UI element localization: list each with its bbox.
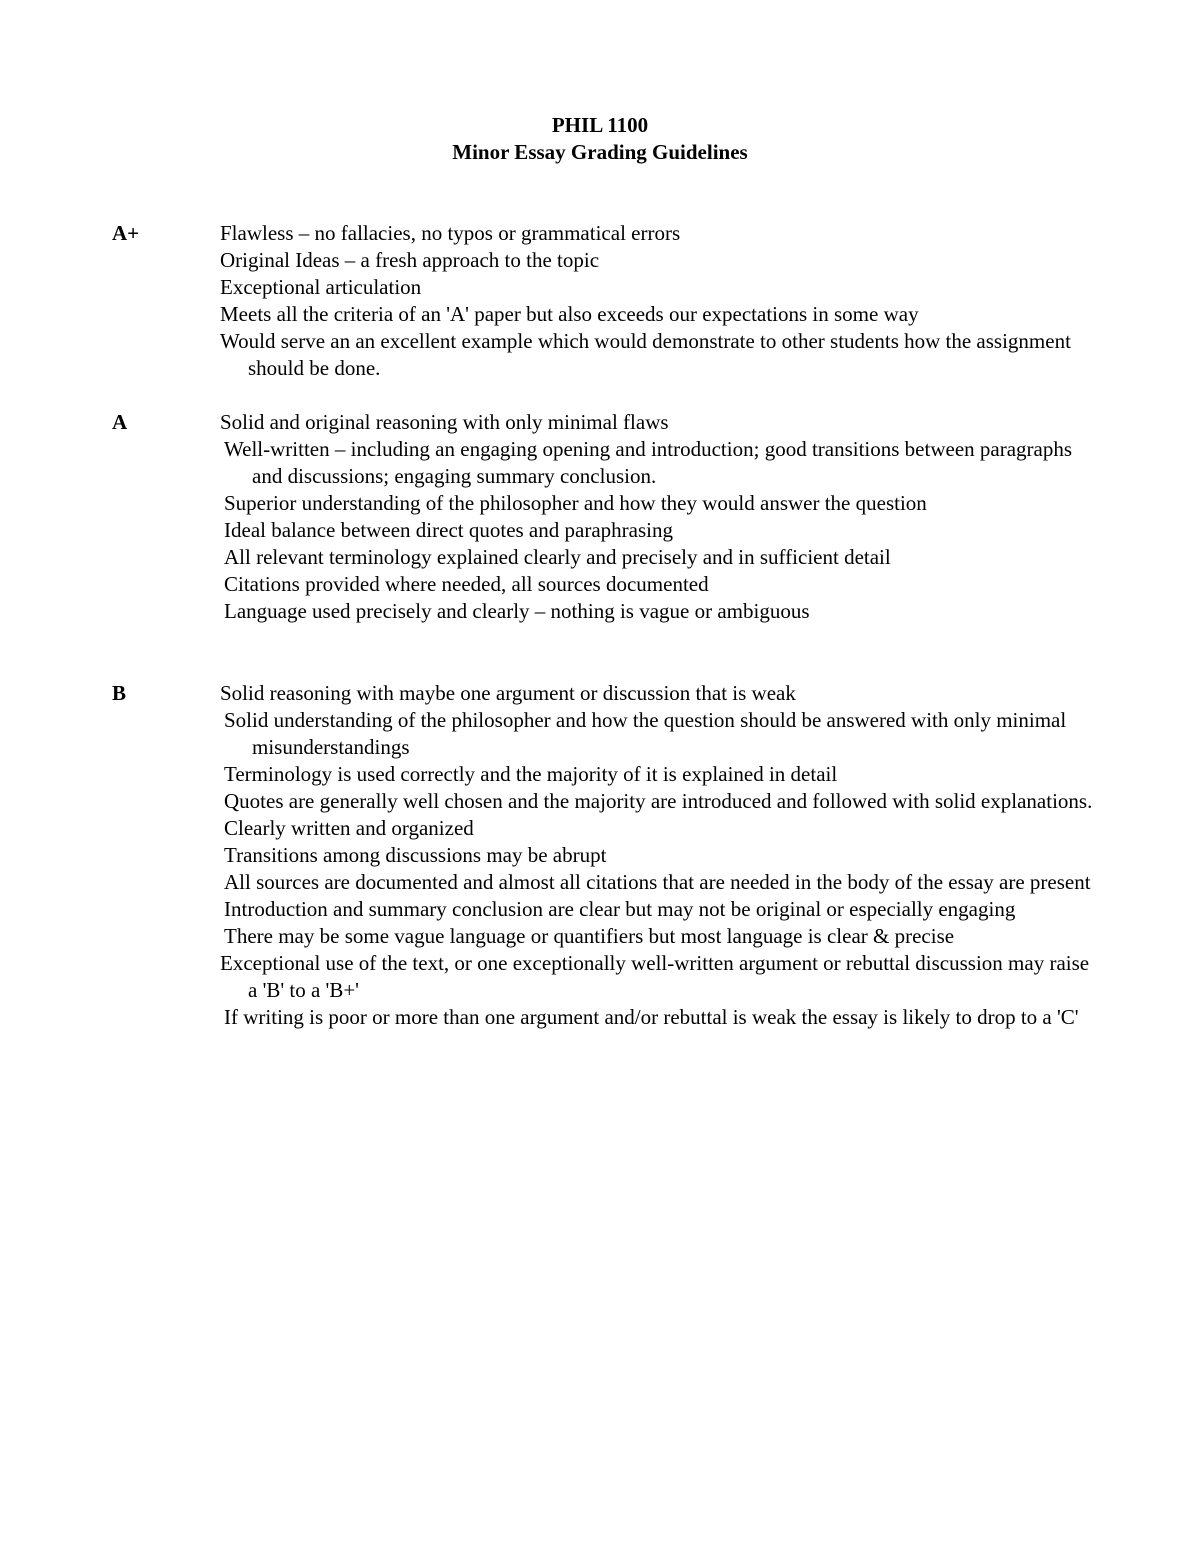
- criteria-item: Superior understanding of the philosopher and how they would answer the question: [224, 491, 927, 515]
- criteria-item: If writing is poor or more than one argument and/or rebuttal is weak the essay is likely to drop to a 'C': [224, 1005, 1079, 1029]
- criteria-item: Would serve an an excellent example which would demonstrate to other students how the assignment should be done.: [220, 329, 1071, 380]
- criteria-item: Terminology is used correctly and the majority of it is explained in detail: [224, 762, 838, 786]
- criteria-item: Well-written – including an engaging opening and introduction; good transitions between paragraphs and discussions; engaging summary conclusion.: [224, 437, 1073, 488]
- criteria-item: Flawless – no fallacies, no typos or grammatical errors: [220, 221, 681, 245]
- grade-label: A+: [112, 221, 140, 245]
- criteria-item: Meets all the criteria of an 'A' paper but also exceeds our expectations in some way: [220, 302, 919, 326]
- criteria-item: Clearly written and organized: [224, 816, 474, 840]
- criteria-item: Citations provided where needed, all sources documented: [224, 572, 709, 596]
- criteria-item: All relevant terminology explained clearly and precisely and in sufficient detail: [224, 545, 891, 569]
- criteria-list: [220, 680, 1100, 1031]
- criteria-item: Ideal balance between direct quotes and paraphrasing: [224, 518, 673, 542]
- grade-label: B: [112, 681, 127, 705]
- criteria-item: Exceptional use of the text, or one exceptionally well-written argument or rebuttal discussion may raise a 'B' to a 'B+': [220, 951, 1090, 1002]
- criteria-item: Solid and original reasoning with only minimal flaws: [220, 410, 669, 434]
- criteria-item: Exceptional articulation: [220, 275, 422, 299]
- criteria-list: [220, 409, 1100, 625]
- grade-label: A: [112, 410, 128, 434]
- criteria-item: Language used precisely and clearly – nothing is vague or ambiguous: [224, 599, 810, 623]
- criteria-item: All sources are documented and almost all citations that are needed in the body of the essay are present: [224, 870, 1091, 894]
- criteria-item: There may be some vague language or quantifiers but most language is clear & precise: [224, 924, 955, 948]
- criteria-item: Solid understanding of the philosopher and how the question should be answered with only minimal misunderstandings: [224, 708, 1067, 759]
- criteria-item: Quotes are generally well chosen and the majority are introduced and followed with solid explanations.: [224, 789, 1093, 813]
- criteria-item: Solid reasoning with maybe one argument or discussion that is weak: [220, 681, 796, 705]
- criteria-list: [220, 220, 1100, 382]
- criteria-item: Introduction and summary conclusion are clear but may not be original or especially engaging: [224, 897, 1016, 921]
- criteria-item: Transitions among discussions may be abrupt: [224, 843, 607, 867]
- document-title: Minor Essay Grading Guidelines: [452, 140, 748, 164]
- course-code: PHIL 1100: [551, 113, 649, 137]
- criteria-item: Original Ideas – a fresh approach to the topic: [220, 248, 600, 272]
- document-header: [0, 112, 1200, 166]
